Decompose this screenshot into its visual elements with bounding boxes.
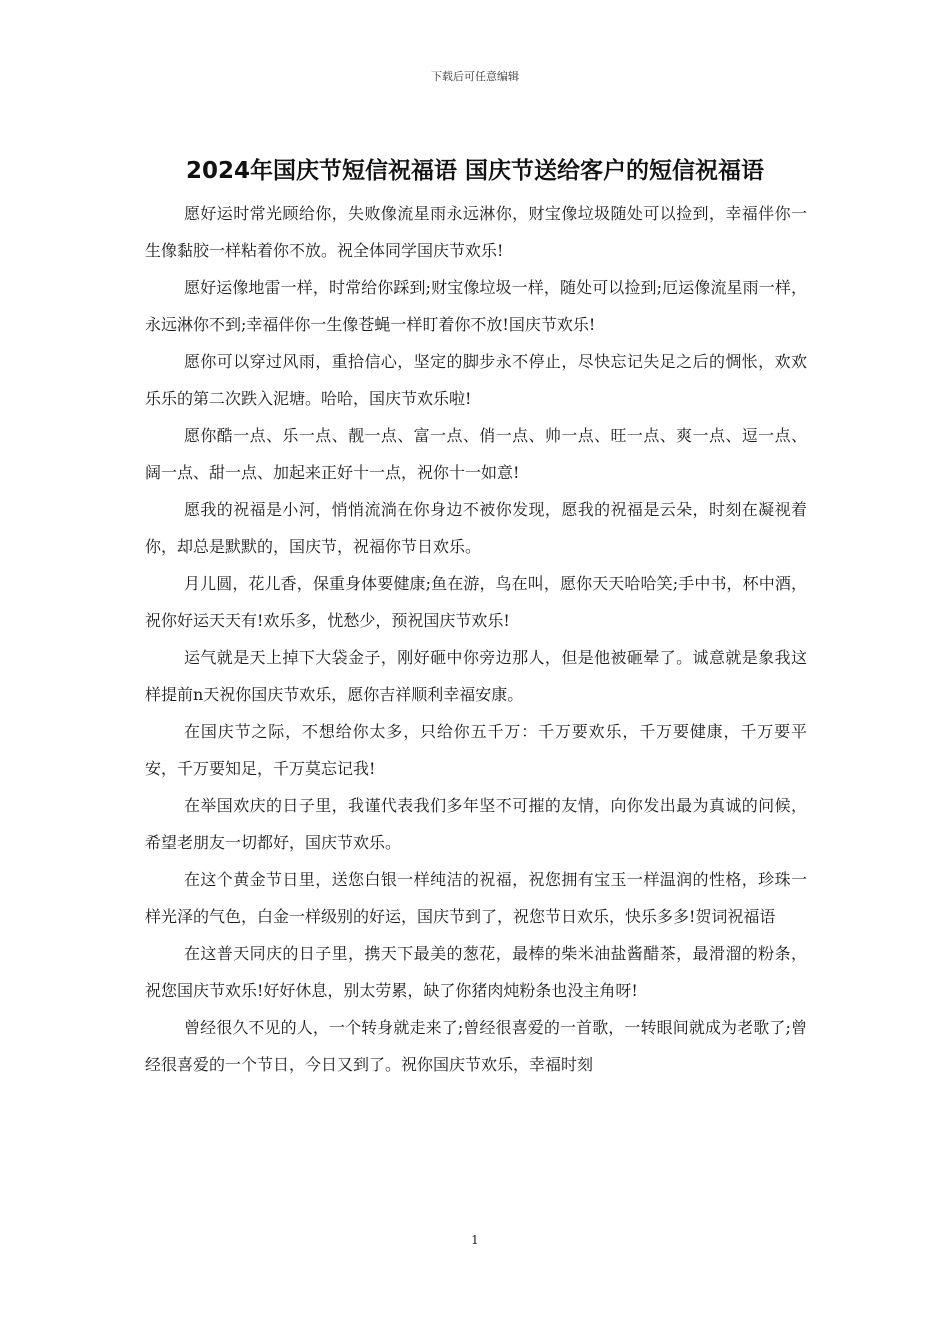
paragraph: 运气就是天上掉下大袋金子，刚好砸中你旁边那人，但是他被砸晕了。诚意就是象我这样提前n天祝你国庆节欢乐，愿你吉祥顺利幸福安康。	[145, 648, 807, 704]
paragraph: 曾经很久不见的人，一个转身就走来了;曾经很喜爱的一首歌，一转眼间就成为老歌了;曾经很喜爱的一个节日，今日又到了。祝你国庆节欢乐，幸福时刻	[145, 1018, 807, 1074]
header-note: 下载后可任意编辑	[431, 70, 519, 83]
page-number: 1	[471, 1233, 479, 1247]
document-title: 2024年国庆节短信祝福语 国庆节送给客户的短信祝福语	[185, 158, 765, 184]
paragraph: 在国庆节之际，不想给你太多，只给你五千万：千万要欢乐，千万要健康，千万要平安，千万要知足，千万莫忘记我!	[145, 722, 807, 778]
paragraph: 愿好运像地雷一样，时常给你踩到;财宝像垃圾一样，随处可以捡到;厄运像流星雨一样，永远淋你不到;幸福伴你一生像苍蝇一样盯着你不放!国庆节欢乐!	[145, 278, 807, 334]
paragraph: 月儿圆，花儿香，保重身体要健康;鱼在游，鸟在叫，愿你天天哈哈笑;手中书，杯中酒，祝你好运天天有!欢乐多，忧愁少，预祝国庆节欢乐!	[145, 574, 807, 630]
paragraph: 愿你酷一点、乐一点、靓一点、富一点、俏一点、帅一点、旺一点、爽一点、逗一点、阔一点、甜一点、加起来正好十一点，祝你十一如意!	[145, 426, 807, 482]
document-body	[145, 195, 807, 1083]
paragraph: 在这普天同庆的日子里，携天下最美的葱花，最棒的柴米油盐酱醋茶，最滑溜的粉条，祝您国庆节欢乐!好好休息，别太劳累，缺了你猪肉炖粉条也没主角呀!	[145, 944, 807, 1000]
paragraph: 愿好运时常光顾给你，失败像流星雨永远淋你，财宝像垃圾随处可以捡到，幸福伴你一生像黏胶一样粘着你不放。祝全体同学国庆节欢乐!	[145, 204, 807, 260]
paragraph: 在举国欢庆的日子里，我谨代表我们多年坚不可摧的友情，向你发出最为真诚的问候，希望老朋友一切都好，国庆节欢乐。	[145, 796, 807, 852]
paragraph: 在这个黄金节日里，送您白银一样纯洁的祝福，祝您拥有宝玉一样温润的性格，珍珠一样光泽的气色，白金一样级别的好运，国庆节到了，祝您节日欢乐，快乐多多!贺词祝福语	[145, 870, 807, 926]
paragraph: 愿我的祝福是小河，悄悄流淌在你身边不被你发现，愿我的祝福是云朵，时刻在凝视着你，却总是默默的，国庆节，祝福你节日欢乐。	[145, 500, 807, 556]
paragraph: 愿你可以穿过风雨，重拾信心，坚定的脚步永不停止，尽快忘记失足之后的惆怅，欢欢乐乐的第二次跌入泥塘。哈哈，国庆节欢乐啦!	[145, 352, 807, 408]
